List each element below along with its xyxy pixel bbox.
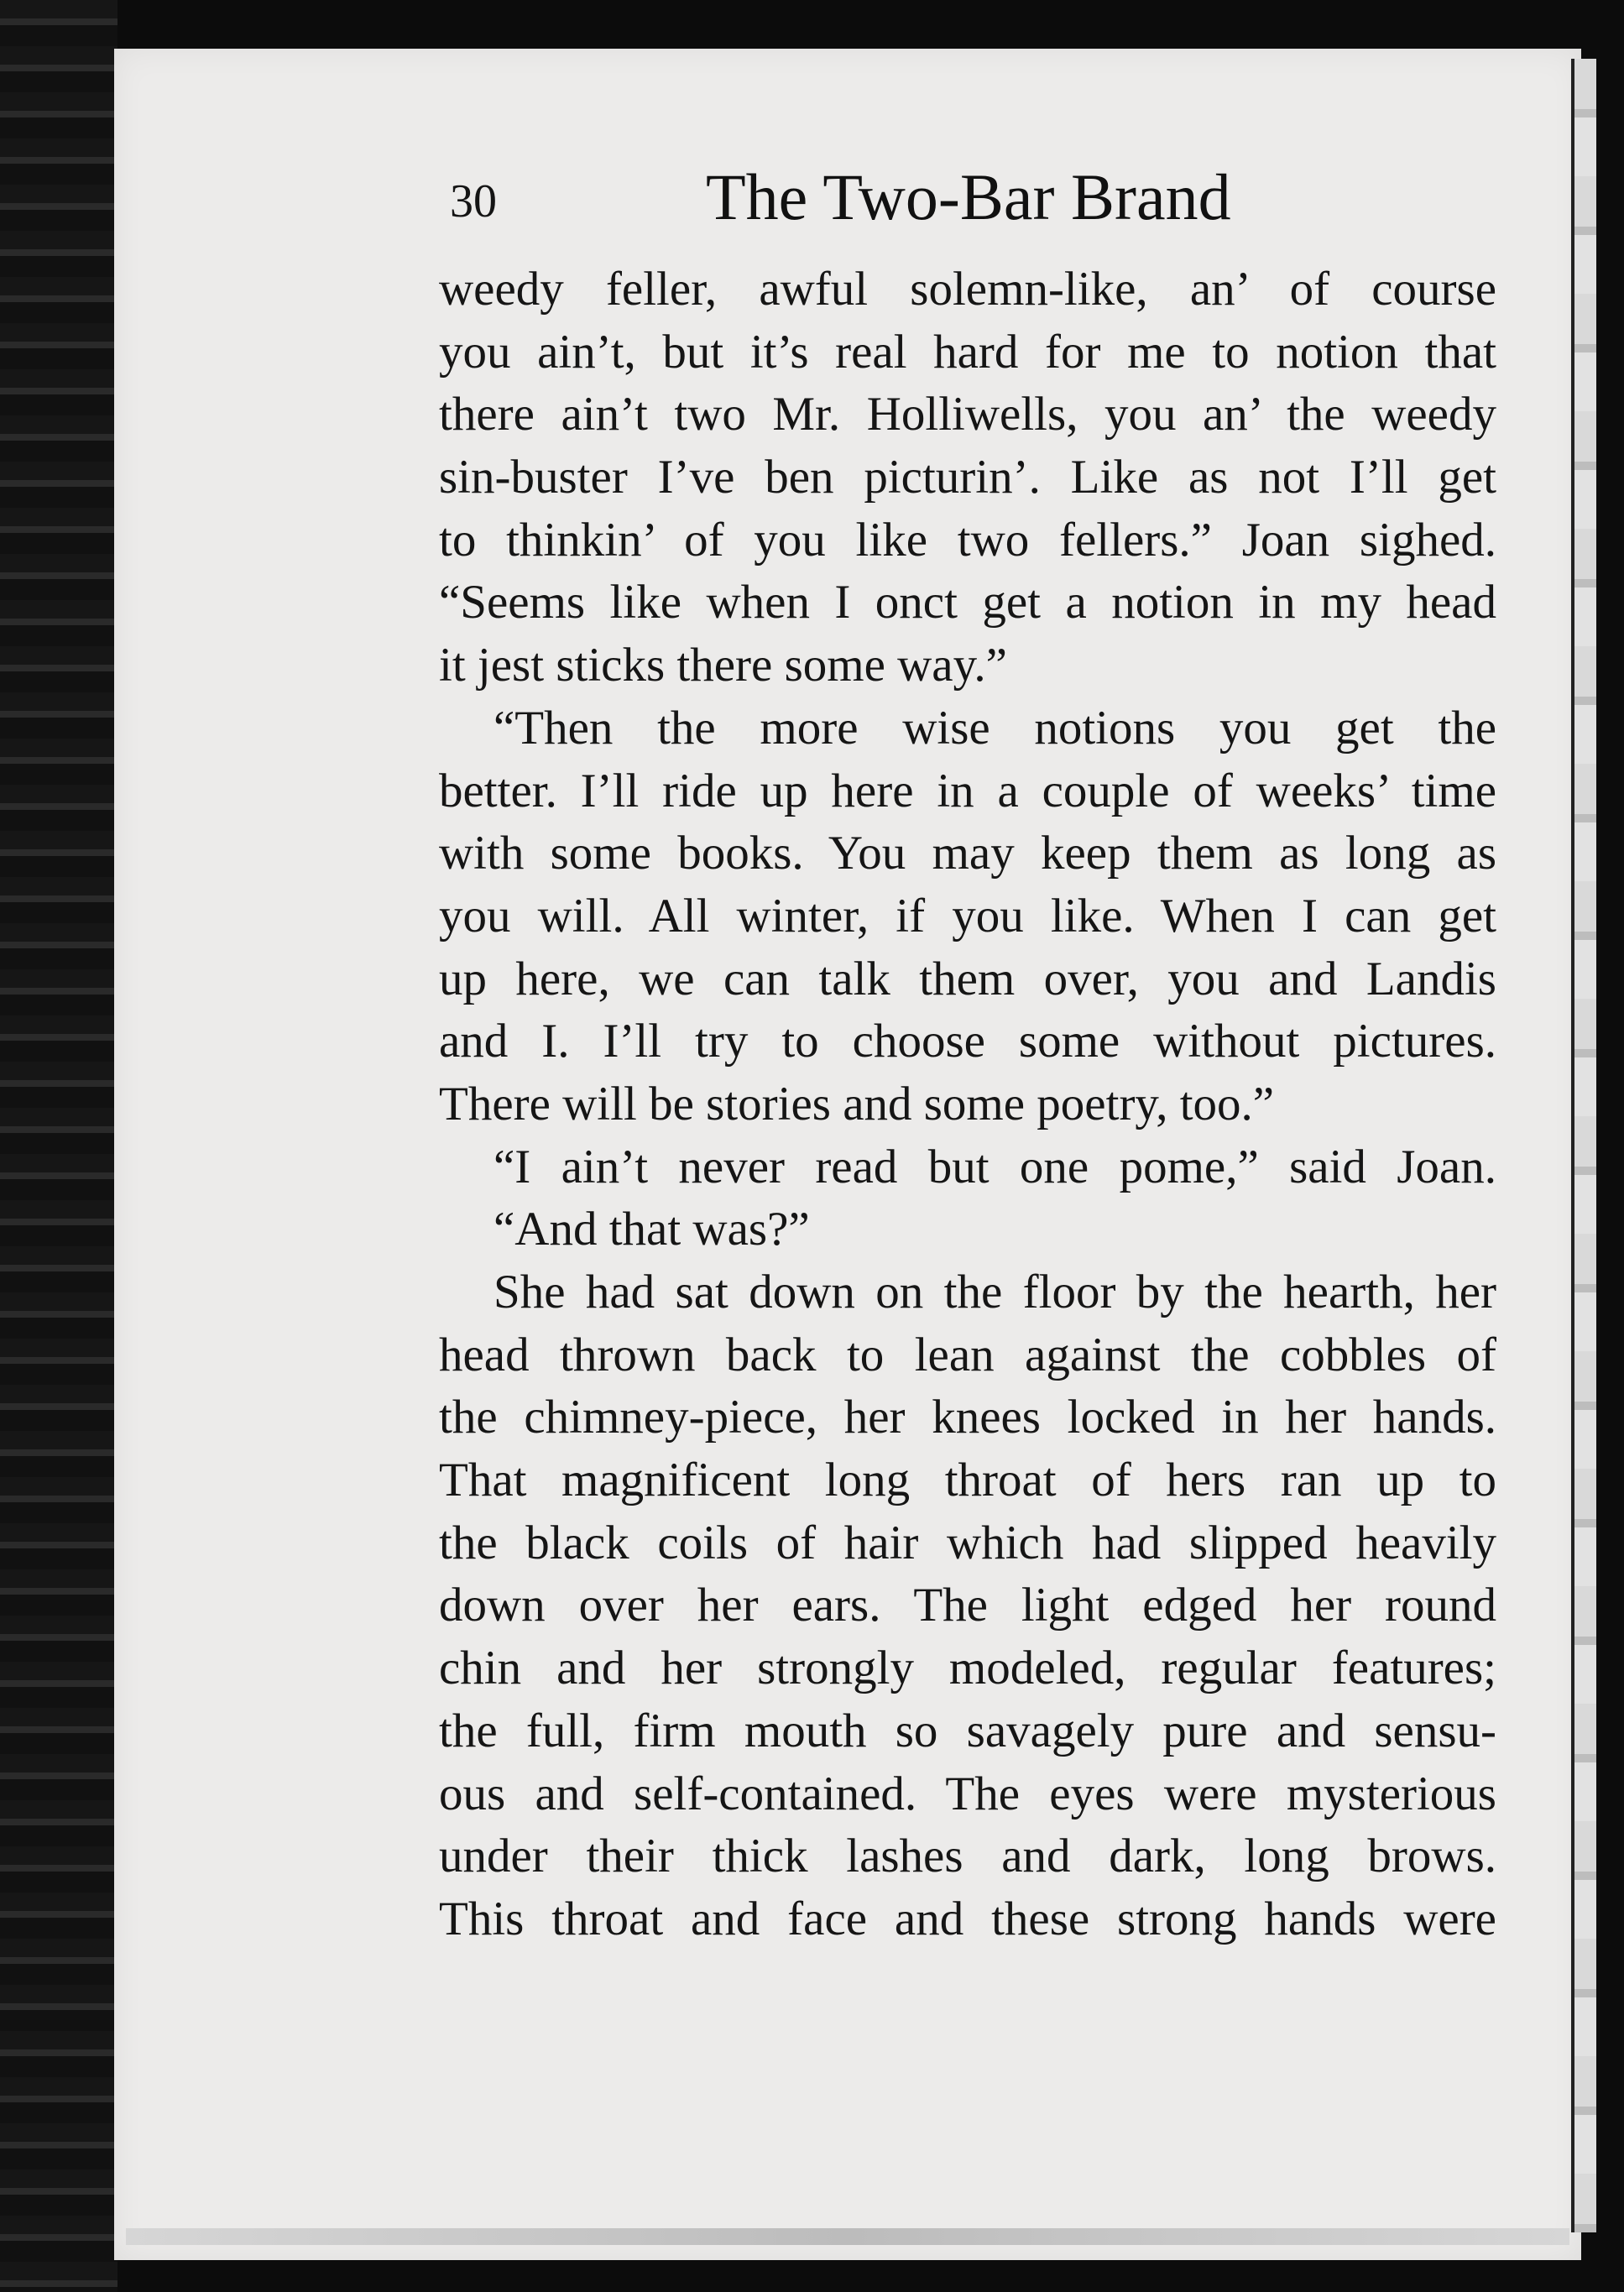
text-line: chin and her strongly modeled, regular features; <box>439 1642 1496 1695</box>
text-line: and I. I’ll try to choose some without pictures. <box>439 1015 1496 1068</box>
page-number: 30 <box>450 175 497 227</box>
text-line: There will be stories and some poetry, too.” <box>439 1077 1275 1130</box>
text-line: the chimney-piece, her knees locked in her hands. <box>439 1391 1496 1444</box>
text-line: “I ain’t never read but one pome,” said Joan. <box>493 1140 1496 1193</box>
book-spine-edge <box>0 0 117 2292</box>
text-line: you will. All winter, if you like. When I can get <box>439 889 1496 942</box>
text-line: She had sat down on the floor by the hearth, her <box>493 1266 1496 1318</box>
text-line: the full, firm mouth so savagely pure and sensu- <box>439 1704 1496 1757</box>
text-line: ous and self-contained. The eyes were mysterious <box>439 1767 1496 1820</box>
text-line: there ain’t two Mr. Holliwells, you an’ the weedy <box>439 388 1496 441</box>
text-line: “Seems like when I onct get a notion in my head <box>439 576 1496 629</box>
page-bottom-edge <box>126 2228 1569 2245</box>
text-line: with some books. You may keep them as long as <box>439 827 1496 880</box>
text-line: head thrown back to lean against the cobbles of <box>439 1328 1496 1381</box>
text-line: That magnificent long throat of hers ran up to <box>439 1454 1496 1507</box>
text-line: under their thick lashes and dark, long brows. <box>439 1830 1496 1883</box>
text-line: down over her ears. The light edged her round <box>439 1579 1496 1632</box>
book-title: The Two-Bar Brand <box>706 160 1231 233</box>
text-line: sin-buster I’ve ben picturin’. Like as not I’ll get <box>439 451 1496 504</box>
text-line: “And that was?” <box>493 1203 810 1256</box>
running-header <box>450 159 1457 252</box>
text-line: it jest sticks there some way.” <box>439 639 1007 692</box>
text-line: the black coils of hair which had slipped heavily <box>439 1516 1496 1569</box>
text-line: This throat and face and these strong hands were <box>439 1892 1496 1945</box>
page-fold-edge <box>1571 59 1596 2232</box>
text-line: up here, we can talk them over, you and Landis <box>439 952 1496 1005</box>
body-text <box>439 258 1496 1951</box>
text-line: better. I’ll ride up here in a couple of weeks’ time <box>439 764 1496 817</box>
text-line: to thinkin’ of you like two fellers.” Joan sighed. <box>439 513 1496 566</box>
text-line: weedy feller, awful solemn-like, an’ of course <box>439 263 1496 316</box>
text-line: you ain’t, but it’s real hard for me to notion that <box>439 325 1496 379</box>
text-line: “Then the more wise notions you get the <box>493 701 1496 754</box>
